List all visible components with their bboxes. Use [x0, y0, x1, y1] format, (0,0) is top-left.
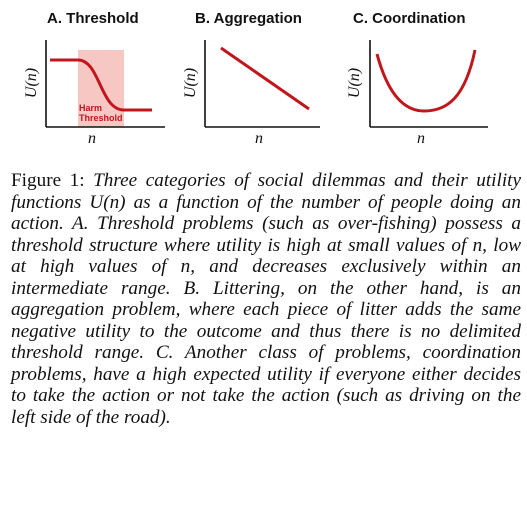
y-axis-label: U(n): [346, 67, 364, 99]
panel-coordination: [346, 0, 527, 150]
panel-title: A. Threshold: [47, 10, 139, 27]
figure-caption: [11, 170, 521, 428]
x-axis-label: n: [88, 130, 96, 147]
aggregation-plot: [175, 0, 350, 150]
panel-aggregation: [175, 0, 350, 150]
coordination-plot: [350, 0, 527, 150]
harm-label-line1: Harm: [79, 103, 103, 113]
coordination-curve: [377, 50, 475, 111]
y-axis-label: U(n): [23, 67, 41, 99]
harm-threshold-label: [79, 103, 123, 123]
x-axis-label: n: [417, 130, 425, 147]
caption-text: Three categories of social dilemmas and their utility functions U(n) as a function of the number of people doing an action. A. Threshold problems (such as over-fishing) possess a threshold structure where utility is high at small values of n, low at high values of n, and decreases exclusively within an intermediate range. B. Littering, on the other hand, is an aggregation problem, where each piece of litter adds the same negative utility to the outcome and thus there is no delimited threshold range. C. Another class of problems, coordination problems, have a high expected utility if everyone either decides to take the action or not take the action (such as driving on the left side of the road).: [11, 170, 521, 428]
caption-label: Figure 1:: [11, 170, 85, 191]
panel-threshold: [0, 0, 175, 150]
aggregation-curve: [221, 48, 309, 109]
panel-title: B. Aggregation: [195, 10, 302, 27]
panel-title: C. Coordination: [353, 10, 466, 27]
harm-label-line2: Threshold: [79, 113, 123, 123]
y-axis-label: U(n): [182, 67, 200, 99]
x-axis-label: n: [255, 130, 263, 147]
